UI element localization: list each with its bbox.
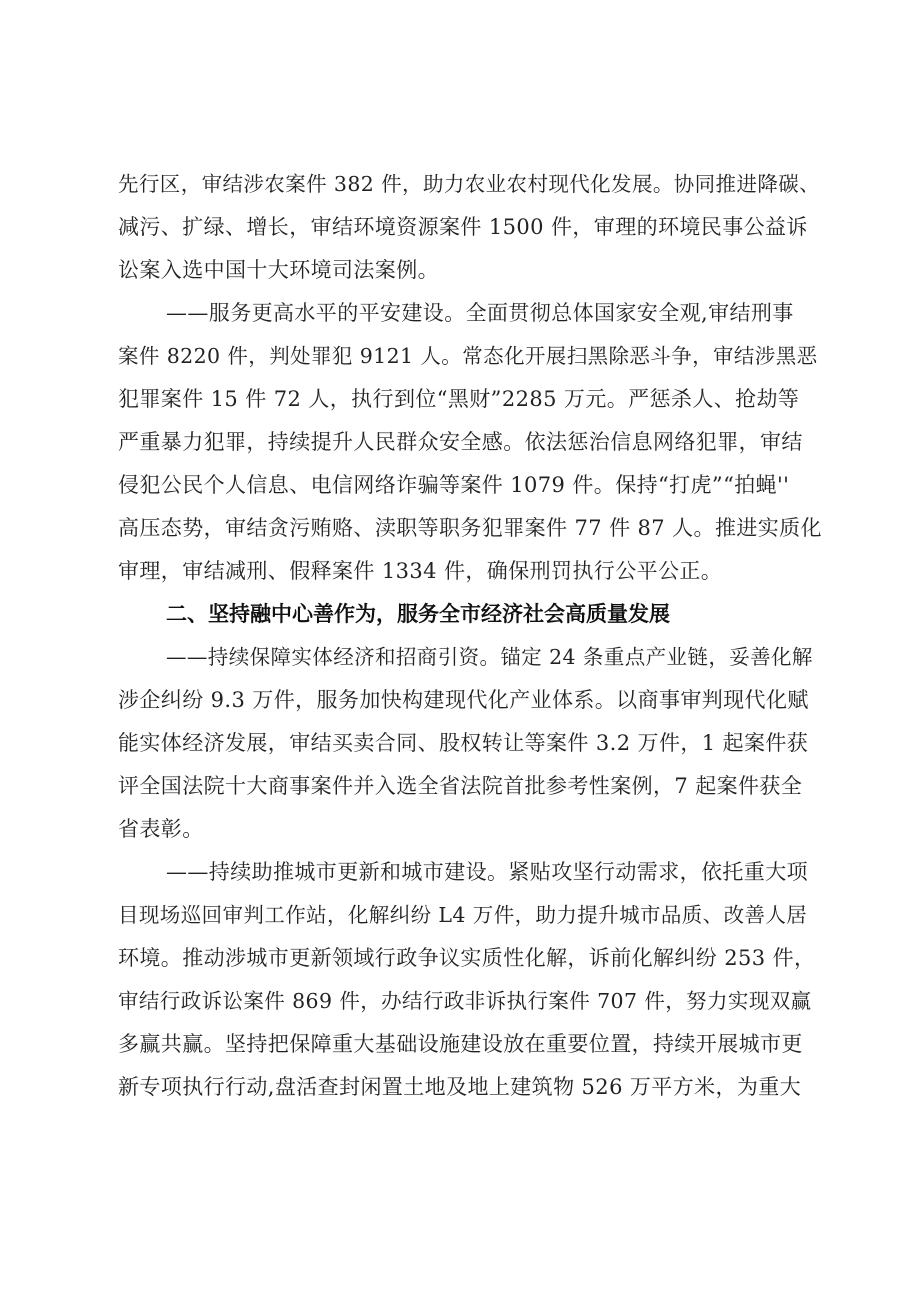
text-line: 新专项执行行动,盘活查封闲置土地及地上建筑物 526 万平方米，为重大 bbox=[118, 1075, 802, 1099]
section-heading: 二、坚持融中心善作为，服务全市经济社会高质量发展 bbox=[166, 602, 670, 626]
text-line: 减污、扩绿、增长，审结环境资源案件 1500 件，审理的环境民事公益诉 bbox=[118, 215, 808, 239]
text-line: ——持续助推城市更新和城市建设。紧贴攻坚行动需求，依托重大项 bbox=[166, 860, 808, 884]
text-line: 涉企纠纷 9.3 万件，服务加快构建现代化产业体系。以商事审判现代化赋 bbox=[118, 688, 809, 712]
text-line: 案件 8220 件，判处罪犯 9121 人。常态化开展扫黑除恶斗争，审结涉黑恶 bbox=[118, 344, 818, 368]
text-line: 评全国法院十大商事案件并入选全省法院首批参考性案例，7 起案件获全 bbox=[118, 774, 803, 798]
text-line: 高压态势，审结贪污贿赂、渎职等职务犯罪案件 77 件 87 人。推进实质化 bbox=[118, 516, 822, 540]
text-line: 严重暴力犯罪，持续提升人民群众安全感。依法惩治信息网络犯罪，审结 bbox=[118, 430, 803, 454]
text-line: ——服务更高水平的平安建设。全面贯彻总体国家安全观,审结刑事 bbox=[166, 301, 794, 325]
text-line: ——持续保障实体经济和招商引资。锚定 24 条重点产业链，妥善化解 bbox=[166, 645, 813, 669]
text-line: 审理，审结减刑、假释案件 1334 件，确保刑罚执行公平公正。 bbox=[118, 559, 723, 583]
text-line: 环境。推动涉城市更新领域行政争议实质性化解，诉前化解纠纷 253 件， bbox=[118, 946, 816, 970]
text-line: 省表彰。 bbox=[118, 817, 204, 841]
text-line: 侵犯公民个人信息、电信网络诈骗等案件 1079 件。保持“打虎”“拍蝇'' bbox=[118, 473, 790, 497]
text-line: 目现场巡回审判工作站，化解纠纷 L4 万件，助力提升城市品质、改善人居 bbox=[118, 903, 808, 927]
text-line: 先行区，审结涉农案件 382 件，助力农业农村现代化发展。协同推进降碳、 bbox=[118, 172, 821, 196]
text-line: 审结行政诉讼案件 869 件，办结行政非诉执行案件 707 件，努力实现双赢 bbox=[118, 989, 812, 1013]
text-line: 讼案入选中国十大环境司法案例。 bbox=[118, 258, 439, 282]
text-line: 多赢共赢。坚持把保障重大基础设施建设放在重要位置，持续开展城市更 bbox=[118, 1032, 803, 1056]
text-line: 能实体经济发展，审结买卖合同、股权转让等案件 3.2 万件，1 起案件获 bbox=[118, 731, 809, 755]
text-line: 犯罪案件 15 件 72 人，执行到位“黑财”2285 万元。严惩杀人、抢劫等 bbox=[118, 387, 800, 411]
